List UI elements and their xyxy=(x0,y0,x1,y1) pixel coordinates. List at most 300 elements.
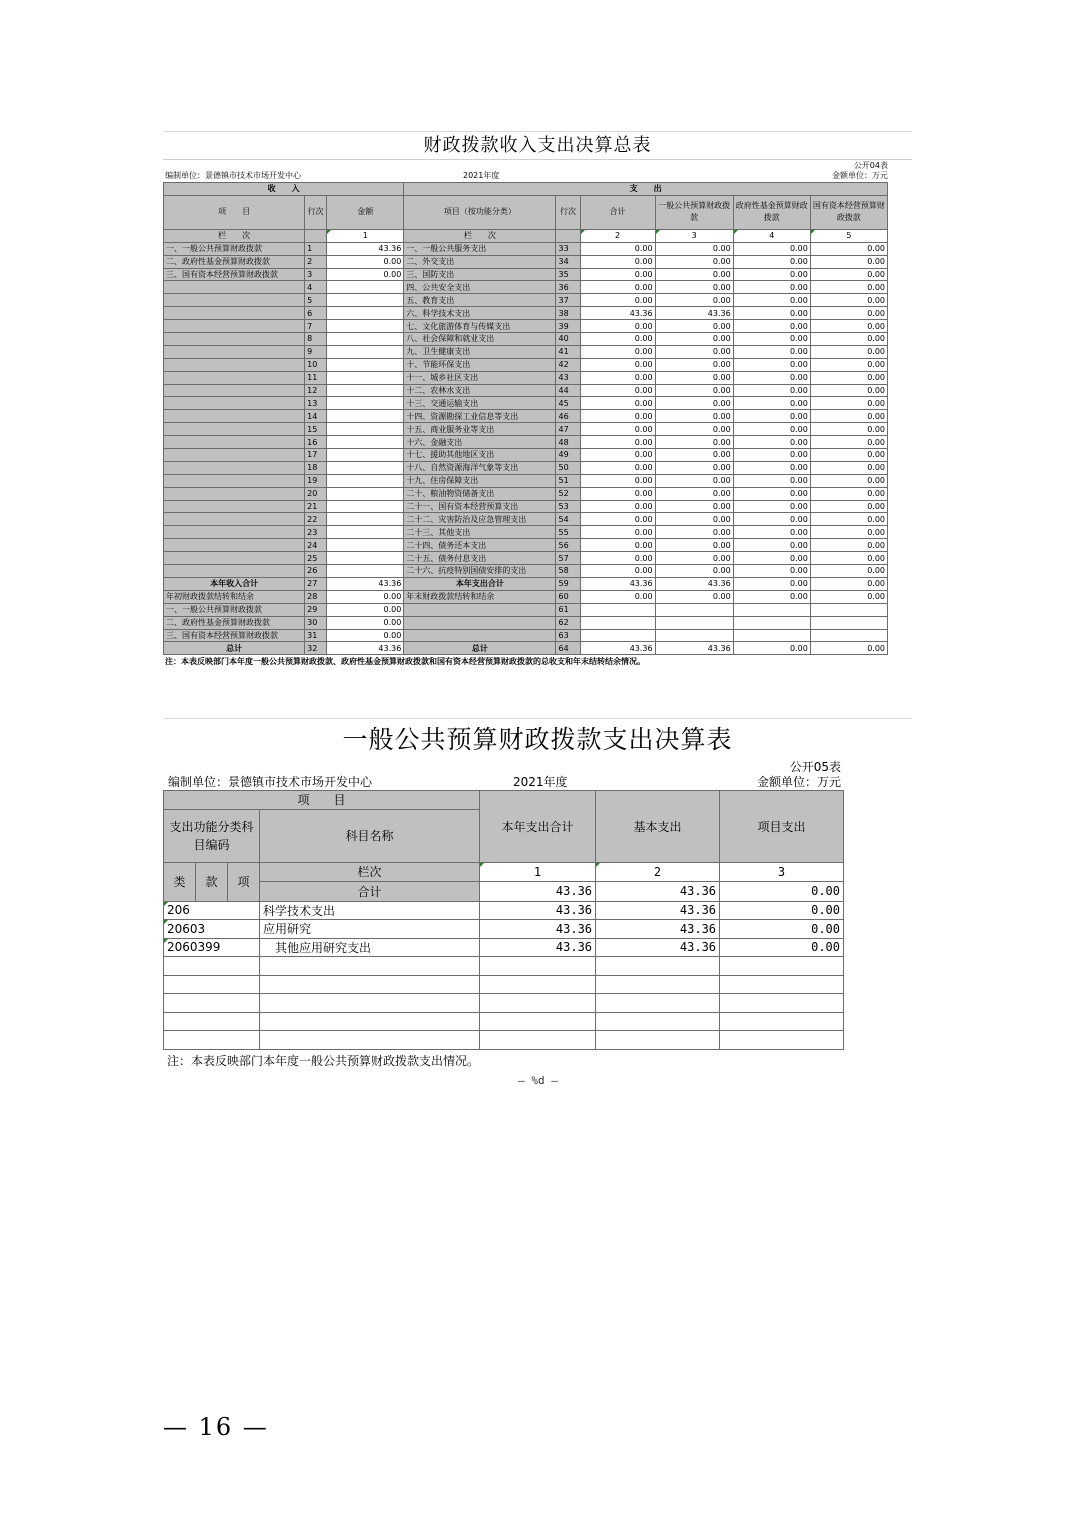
expense-item: 一、一般公共服务支出 xyxy=(404,242,556,255)
table-row xyxy=(164,384,888,397)
lane-2: 2 xyxy=(580,229,655,242)
expense-general: 0.00 xyxy=(655,255,733,268)
expense-item: 十一、城乡社区支出 xyxy=(404,371,556,384)
table-row xyxy=(164,526,888,539)
table2-note: 注：本表反映部门本年度一般公共预算财政拨款支出情况。 xyxy=(167,1053,480,1068)
income-amount xyxy=(327,345,404,358)
carry-income-item: 二、政府性基金预算财政拨款 xyxy=(164,616,305,629)
expense-item: 十五、商业服务业等支出 xyxy=(404,423,556,436)
total-label2: 总计 xyxy=(404,642,556,655)
income-item xyxy=(164,565,305,578)
carry-expense-state xyxy=(810,603,887,616)
expense-state: 0.00 xyxy=(810,333,887,346)
income-item xyxy=(164,423,305,436)
income-line: 4 xyxy=(305,281,327,294)
income-amount xyxy=(327,358,404,371)
income-line: 19 xyxy=(305,474,327,487)
expense-total: 0.00 xyxy=(580,526,655,539)
income-line: 25 xyxy=(305,552,327,565)
expense-line: 34 xyxy=(556,255,580,268)
carry-expense-item: 年末财政拨款结转和结余 xyxy=(404,590,556,603)
table-row xyxy=(164,281,888,294)
expense-state: 0.00 xyxy=(810,281,887,294)
table-row xyxy=(164,397,888,410)
table-row xyxy=(164,423,888,436)
income-item: 三、国有资本经营预算财政拨款 xyxy=(164,268,305,281)
expense-item: 七、文化旅游体育与传媒支出 xyxy=(404,320,556,333)
table1-grid xyxy=(163,182,888,655)
expense-state: 0.00 xyxy=(810,410,887,423)
carry-income-amount: 0.00 xyxy=(327,616,404,629)
expense-line: 52 xyxy=(556,487,580,500)
carry-expense-general xyxy=(655,603,733,616)
expense-total: 0.00 xyxy=(580,539,655,552)
table-row xyxy=(164,565,888,578)
expense-total: 0.00 xyxy=(580,281,655,294)
expense-total: 0.00 xyxy=(580,461,655,474)
expense-state: 0.00 xyxy=(810,500,887,513)
carry-expense-state: 0.00 xyxy=(810,590,887,603)
table-row xyxy=(164,268,888,281)
subject-name: 其他应用研究支出 xyxy=(260,938,480,957)
expense-fund: 0.00 xyxy=(733,526,810,539)
income-item xyxy=(164,307,305,320)
expense-line: 54 xyxy=(556,513,580,526)
carry-expense-state xyxy=(810,629,887,642)
table-row xyxy=(164,590,888,603)
total-exp-fund: 0.00 xyxy=(733,642,810,655)
col-func-code: 支出功能分类科目编码 xyxy=(164,809,260,862)
expense-fund: 0.00 xyxy=(733,307,810,320)
income-header: 收 入 xyxy=(164,183,404,196)
expense-state: 0.00 xyxy=(810,449,887,462)
expense-general: 0.00 xyxy=(655,552,733,565)
carry-income-item: 三、国有资本经营预算财政拨款 xyxy=(164,629,305,642)
expense-fund: 0.00 xyxy=(733,358,810,371)
expense-state: 0.00 xyxy=(810,320,887,333)
expense-fund: 0.00 xyxy=(733,461,810,474)
income-amount xyxy=(327,294,404,307)
expense-total: 0.00 xyxy=(580,333,655,346)
income-line: 5 xyxy=(305,294,327,307)
expense-general: 0.00 xyxy=(655,333,733,346)
sum-total: 43.36 xyxy=(480,882,596,902)
row-project: 0.00 xyxy=(720,901,844,920)
col-item: 项 目 xyxy=(164,195,305,229)
expense-state: 0.00 xyxy=(810,371,887,384)
carry-income-line: 29 xyxy=(305,603,327,616)
income-line: 24 xyxy=(305,539,327,552)
table2-title: 一般公共预算财政拨款支出决算表 xyxy=(342,725,733,754)
expense-general: 0.00 xyxy=(655,242,733,255)
expense-state: 0.00 xyxy=(810,358,887,371)
expense-fund: 0.00 xyxy=(733,449,810,462)
table-row xyxy=(164,333,888,346)
income-amount xyxy=(327,539,404,552)
carry-expense-fund xyxy=(733,616,810,629)
income-amount xyxy=(327,487,404,500)
expense-fund: 0.00 xyxy=(733,281,810,294)
income-amount xyxy=(327,384,404,397)
row-project: 0.00 xyxy=(720,920,844,939)
col-subject: 科目名称 xyxy=(260,809,480,862)
income-amount xyxy=(327,526,404,539)
income-line: 22 xyxy=(305,513,327,526)
expense-total: 0.00 xyxy=(580,449,655,462)
income-item: 一、一般公共预算财政拨款 xyxy=(164,242,305,255)
expense-fund: 0.00 xyxy=(733,345,810,358)
expense-fund: 0.00 xyxy=(733,474,810,487)
col-project: 项 目 xyxy=(164,791,480,810)
expense-total: 0.00 xyxy=(580,242,655,255)
expense-fund: 0.00 xyxy=(733,410,810,423)
income-amount xyxy=(327,371,404,384)
col-xiang: 项 xyxy=(228,862,260,901)
expense-line: 48 xyxy=(556,436,580,449)
expense-item: 十六、金融支出 xyxy=(404,436,556,449)
expense-total: 0.00 xyxy=(580,384,655,397)
income-item xyxy=(164,513,305,526)
row-project: 0.00 xyxy=(720,938,844,957)
table-row xyxy=(164,242,888,255)
income-item xyxy=(164,436,305,449)
table-row xyxy=(164,371,888,384)
total-amt: 43.36 xyxy=(327,642,404,655)
expense-line: 58 xyxy=(556,565,580,578)
expense-state: 0.00 xyxy=(810,436,887,449)
income-item xyxy=(164,461,305,474)
sum-expense-general: 43.36 xyxy=(655,577,733,590)
col-state: 国有资本经营预算财政拨款 xyxy=(810,195,887,229)
subject-name: 科学技术支出 xyxy=(260,901,480,920)
lane-3: 3 xyxy=(720,862,844,882)
expense-item: 五、教育支出 xyxy=(404,294,556,307)
expense-general: 0.00 xyxy=(655,384,733,397)
expense-line: 33 xyxy=(556,242,580,255)
table2-money-unit: 金额单位：万元 xyxy=(756,775,841,789)
income-amount xyxy=(327,500,404,513)
expense-state: 0.00 xyxy=(810,539,887,552)
lane-3: 3 xyxy=(655,229,733,242)
expense-total: 43.36 xyxy=(580,307,655,320)
expense-general: 0.00 xyxy=(655,371,733,384)
expense-fund: 0.00 xyxy=(733,294,810,307)
income-amount xyxy=(327,423,404,436)
table-row xyxy=(164,513,888,526)
income-item xyxy=(164,474,305,487)
expense-state: 0.00 xyxy=(810,461,887,474)
income-item xyxy=(164,358,305,371)
table-row xyxy=(164,474,888,487)
expense-general: 0.00 xyxy=(655,268,733,281)
total-exp-state: 0.00 xyxy=(810,642,887,655)
total-exp-total: 43.36 xyxy=(580,642,655,655)
col-project-exp: 项目支出 xyxy=(720,791,844,863)
expense-total: 0.00 xyxy=(580,268,655,281)
expense-fund: 0.00 xyxy=(733,552,810,565)
expense-line: 41 xyxy=(556,345,580,358)
expense-total: 0.00 xyxy=(580,358,655,371)
income-line: 21 xyxy=(305,500,327,513)
expense-general: 43.36 xyxy=(655,307,733,320)
income-item xyxy=(164,487,305,500)
expense-total: 0.00 xyxy=(580,474,655,487)
income-line: 18 xyxy=(305,461,327,474)
income-line: 9 xyxy=(305,345,327,358)
expense-line: 37 xyxy=(556,294,580,307)
empty-row xyxy=(164,975,844,994)
col-lei: 类 xyxy=(164,862,196,901)
expense-item: 十二、农林水支出 xyxy=(404,384,556,397)
income-item xyxy=(164,539,305,552)
income-line: 12 xyxy=(305,384,327,397)
table-row xyxy=(164,294,888,307)
expense-general: 0.00 xyxy=(655,487,733,500)
expense-fund: 0.00 xyxy=(733,371,810,384)
expense-item: 二十二、灾害防治及应急管理支出 xyxy=(404,513,556,526)
income-amount: 0.00 xyxy=(327,255,404,268)
col-basic: 基本支出 xyxy=(596,791,720,863)
expense-state: 0.00 xyxy=(810,513,887,526)
expense-state: 0.00 xyxy=(810,345,887,358)
expense-general: 0.00 xyxy=(655,345,733,358)
income-amount xyxy=(327,565,404,578)
expense-total: 0.00 xyxy=(580,513,655,526)
expense-total: 0.00 xyxy=(580,423,655,436)
lane-label: 栏 次 xyxy=(164,229,305,242)
row-total: 43.36 xyxy=(480,920,596,939)
income-item xyxy=(164,281,305,294)
expense-general: 0.00 xyxy=(655,397,733,410)
income-amount xyxy=(327,307,404,320)
empty-row xyxy=(164,1031,844,1050)
expense-item: 二、外交支出 xyxy=(404,255,556,268)
total-exp-general: 43.36 xyxy=(655,642,733,655)
expense-general: 0.00 xyxy=(655,474,733,487)
expense-total: 0.00 xyxy=(580,345,655,358)
expense-line: 56 xyxy=(556,539,580,552)
expense-line: 38 xyxy=(556,307,580,320)
sum-income-label: 本年收入合计 xyxy=(164,577,305,590)
expense-item: 二十三、其他支出 xyxy=(404,526,556,539)
income-line: 15 xyxy=(305,423,327,436)
col-item-func: 项目（按功能分类） xyxy=(404,195,556,229)
income-amount: 0.00 xyxy=(327,268,404,281)
expense-line: 42 xyxy=(556,358,580,371)
carry-income-item: 年初财政拨款结转和结余 xyxy=(164,590,305,603)
expense-item: 十九、住房保障支出 xyxy=(404,474,556,487)
expense-total: 0.00 xyxy=(580,552,655,565)
expense-general: 0.00 xyxy=(655,526,733,539)
expense-general: 0.00 xyxy=(655,539,733,552)
sum-basic: 43.36 xyxy=(596,882,720,902)
table-row xyxy=(164,629,888,642)
expense-general: 0.00 xyxy=(655,281,733,294)
total-ln: 32 xyxy=(305,642,327,655)
expense-line: 45 xyxy=(556,397,580,410)
expense-general: 0.00 xyxy=(655,423,733,436)
expense-general: 0.00 xyxy=(655,294,733,307)
table-row xyxy=(164,410,888,423)
carry-expense-total xyxy=(580,629,655,642)
expense-item: 三、国防支出 xyxy=(404,268,556,281)
expense-line: 47 xyxy=(556,423,580,436)
table2-unit: 编制单位：景德镇市技术市场开发中心 xyxy=(168,775,373,789)
income-line: 7 xyxy=(305,320,327,333)
empty-row xyxy=(164,957,844,976)
table1-sheet xyxy=(163,131,912,669)
col-total: 合计 xyxy=(580,195,655,229)
expense-fund: 0.00 xyxy=(733,255,810,268)
carry-expense-fund xyxy=(733,629,810,642)
expense-line: 51 xyxy=(556,474,580,487)
expense-line: 55 xyxy=(556,526,580,539)
lane-5: 5 xyxy=(810,229,887,242)
subject-name: 应用研究 xyxy=(260,920,480,939)
expense-item: 九、卫生健康支出 xyxy=(404,345,556,358)
row-total: 43.36 xyxy=(480,938,596,957)
table-row xyxy=(164,616,888,629)
income-item xyxy=(164,333,305,346)
expense-state: 0.00 xyxy=(810,255,887,268)
expense-total: 0.00 xyxy=(580,410,655,423)
income-item xyxy=(164,449,305,462)
expense-header: 支 出 xyxy=(404,183,888,196)
table1-code: 公开04表 xyxy=(853,161,888,170)
income-amount xyxy=(327,410,404,423)
expense-item: 十八、自然资源海洋气象等支出 xyxy=(404,461,556,474)
carry-expense-state xyxy=(810,616,887,629)
page-number: — 16 — xyxy=(163,1413,269,1441)
expense-state: 0.00 xyxy=(810,397,887,410)
table1-title: 财政拨款收入支出决算总表 xyxy=(163,132,912,160)
lane-4: 4 xyxy=(733,229,810,242)
expense-state: 0.00 xyxy=(810,384,887,397)
expense-total: 0.00 xyxy=(580,255,655,268)
expense-state: 0.00 xyxy=(810,487,887,500)
expense-line: 46 xyxy=(556,410,580,423)
income-line: 17 xyxy=(305,449,327,462)
income-amount xyxy=(327,474,404,487)
income-line: 13 xyxy=(305,397,327,410)
income-amount xyxy=(327,449,404,462)
carry-income-line: 31 xyxy=(305,629,327,642)
expense-general: 0.00 xyxy=(655,500,733,513)
expense-item: 六、科学技术支出 xyxy=(404,307,556,320)
table-row xyxy=(164,500,888,513)
income-item xyxy=(164,384,305,397)
col-amount: 金额 xyxy=(327,195,404,229)
sum-expense-total: 43.36 xyxy=(580,577,655,590)
expense-total: 0.00 xyxy=(580,436,655,449)
expense-fund: 0.00 xyxy=(733,423,810,436)
expense-fund: 0.00 xyxy=(733,384,810,397)
table-row xyxy=(164,345,888,358)
expense-total: 0.00 xyxy=(580,500,655,513)
carry-income-amount: 0.00 xyxy=(327,590,404,603)
income-amount xyxy=(327,281,404,294)
income-amount xyxy=(327,513,404,526)
table-row xyxy=(164,487,888,500)
table-row xyxy=(164,461,888,474)
expense-general: 0.00 xyxy=(655,320,733,333)
func-code: 206 xyxy=(164,901,260,920)
income-item xyxy=(164,410,305,423)
expense-general: 0.00 xyxy=(655,513,733,526)
sum-income-ln: 27 xyxy=(305,577,327,590)
expense-item: 二十六、抗疫特别国债安排的支出 xyxy=(404,565,556,578)
table1-money-unit: 金额单位：万元 xyxy=(832,171,888,180)
expense-item: 十、节能环保支出 xyxy=(404,358,556,371)
table-row xyxy=(164,449,888,462)
expense-line: 43 xyxy=(556,371,580,384)
table2-grid xyxy=(163,790,844,1050)
lane-2: 2 xyxy=(596,862,720,882)
table-row xyxy=(164,920,844,939)
sum-income-amt: 43.36 xyxy=(327,577,404,590)
empty-row xyxy=(164,1012,844,1031)
income-line: 11 xyxy=(305,371,327,384)
expense-fund: 0.00 xyxy=(733,333,810,346)
expense-line: 57 xyxy=(556,552,580,565)
carry-income-line: 28 xyxy=(305,590,327,603)
expense-total: 0.00 xyxy=(580,565,655,578)
income-item xyxy=(164,552,305,565)
income-line: 26 xyxy=(305,565,327,578)
carry-expense-line: 60 xyxy=(556,590,580,603)
expense-item: 二十、粮油物资储备支出 xyxy=(404,487,556,500)
income-item: 二、政府性基金预算财政拨款 xyxy=(164,255,305,268)
table2-sheet xyxy=(163,718,912,1090)
expense-line: 39 xyxy=(556,320,580,333)
expense-item: 十三、交通运输支出 xyxy=(404,397,556,410)
expense-state: 0.00 xyxy=(810,526,887,539)
income-amount xyxy=(327,552,404,565)
expense-state: 0.00 xyxy=(810,294,887,307)
expense-line: 50 xyxy=(556,461,580,474)
expense-line: 53 xyxy=(556,500,580,513)
table-row xyxy=(164,436,888,449)
sum-label: 合计 xyxy=(260,882,480,902)
carry-expense-total xyxy=(580,603,655,616)
income-line: 1 xyxy=(305,242,327,255)
expense-line: 49 xyxy=(556,449,580,462)
income-line: 6 xyxy=(305,307,327,320)
expense-item: 十七、援助其他地区支出 xyxy=(404,449,556,462)
carry-expense-item xyxy=(404,603,556,616)
expense-item: 十四、资源勘探工业信息等支出 xyxy=(404,410,556,423)
expense-item: 二十一、国有资本经营预算支出 xyxy=(404,500,556,513)
income-item xyxy=(164,320,305,333)
carry-income-amount: 0.00 xyxy=(327,629,404,642)
expense-fund: 0.00 xyxy=(733,268,810,281)
income-line: 14 xyxy=(305,410,327,423)
carry-expense-line: 63 xyxy=(556,629,580,642)
expense-fund: 0.00 xyxy=(733,397,810,410)
income-item xyxy=(164,345,305,358)
expense-general: 0.00 xyxy=(655,449,733,462)
row-basic: 43.36 xyxy=(596,938,720,957)
expense-state: 0.00 xyxy=(810,242,887,255)
expense-fund: 0.00 xyxy=(733,539,810,552)
expense-fund: 0.00 xyxy=(733,565,810,578)
table-row xyxy=(164,320,888,333)
table-row xyxy=(164,901,844,920)
table1-note: 注：本表反映部门本年度一般公共预算财政拨款、政府性基金预算财政拨款和国有资本经营预算财政拨款的总收支和年末结转结余情况。 xyxy=(165,657,645,667)
expense-item: 二十四、债务还本支出 xyxy=(404,539,556,552)
income-item xyxy=(164,371,305,384)
income-item xyxy=(164,294,305,307)
